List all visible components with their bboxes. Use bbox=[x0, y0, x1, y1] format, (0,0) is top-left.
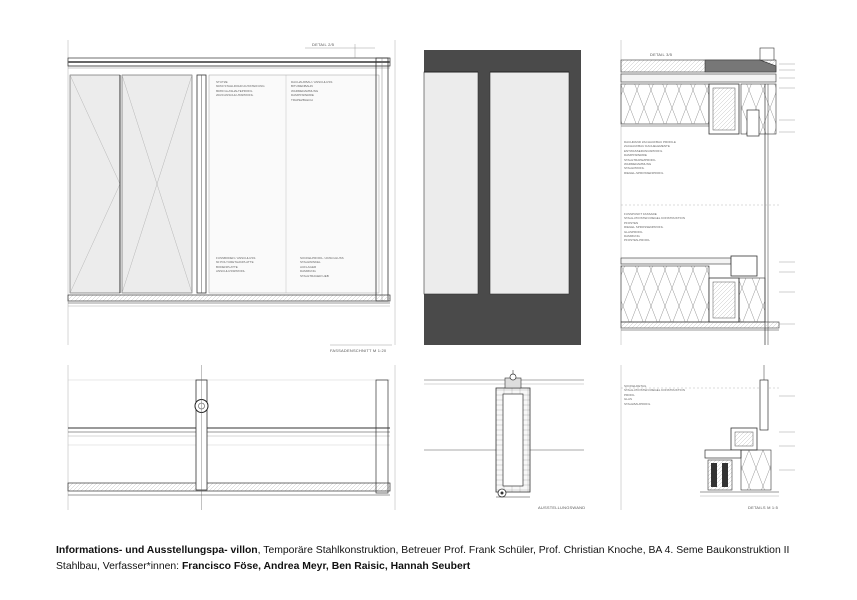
note-line: DAMMUNG bbox=[300, 269, 316, 274]
note-line: PFOSTEN-PROFIL bbox=[624, 238, 651, 243]
note-line: DAMPFSPERRE bbox=[624, 153, 647, 158]
note-line: SOCKELDETAIL bbox=[624, 384, 647, 388]
concrete-wall-view bbox=[424, 50, 581, 345]
note-line: GLAS bbox=[624, 397, 633, 402]
note-detail-base bbox=[624, 384, 685, 406]
note-detail-roof bbox=[624, 140, 676, 175]
note-line: BITUMENBAHN bbox=[291, 84, 313, 89]
note-line: 60 POLYURETHANPLATTE bbox=[216, 260, 254, 265]
note-line: 60/60 STAHLROHR AUSSTEIFUNG bbox=[216, 84, 265, 89]
note-line: STAHLTRAPEZPROFIL bbox=[624, 157, 656, 162]
note-line: DAMPFSPERRE bbox=[291, 93, 314, 98]
details-column bbox=[621, 40, 795, 345]
note-line: STAHL-PFOSTEN RIEGEL KONSTRUKTION bbox=[624, 388, 686, 393]
note-roof-top bbox=[291, 80, 332, 102]
note-line: PFOSTEN bbox=[624, 220, 639, 225]
note-line: 20/20 ANSCHLUSSPROFIL bbox=[216, 93, 254, 98]
note-line: BODENPLATTE bbox=[216, 264, 238, 269]
note-line: DACHAUFBAU / ANSCHLUSS bbox=[291, 80, 333, 84]
note-line: WARMEDAMMUNG bbox=[291, 88, 319, 93]
facade-plan-view bbox=[68, 365, 395, 510]
note-line: TRAPEZBLECH bbox=[291, 97, 313, 102]
note-line: ANSCHLUSSPROFIL bbox=[216, 269, 246, 274]
note-line: ZACHAUFBAU DACHELEMENTE bbox=[624, 144, 670, 149]
note-line: RIEGEL-SPROSSENPROFIL bbox=[624, 170, 664, 175]
note-line: RIEGEL SPROSSENPROFIL bbox=[624, 225, 664, 230]
exhibition-wall-label: AUSSTELLUNGSWAND bbox=[538, 505, 586, 510]
note-floor-bottom bbox=[216, 256, 255, 274]
note-line: STAHLTRAGER HEB bbox=[300, 273, 329, 278]
note-detail-wall bbox=[624, 212, 685, 243]
caption-description: , Temporäre Stahlkonstruktion, Betreuer Prof. Frank Schüler, Prof. Christian Knoche, BA 4. Seme Baukonstruktion II Stahlbau, Verfasser*innen: bbox=[56, 545, 790, 572]
exhibition-wall-section bbox=[424, 370, 584, 497]
detail-marker-roof: DETAIL 3/5 bbox=[650, 52, 673, 57]
facade-section-label: FASSADENSCHNITT M 1:20 bbox=[330, 348, 387, 353]
note-column-top bbox=[216, 80, 265, 98]
caption-title: Informations- und Ausstellungspa- villon bbox=[56, 545, 258, 556]
note-line: SOCKELPROFIL / ANSCHLUSS bbox=[300, 256, 344, 260]
note-line: FUSSBODEN / ANSCHLUSS bbox=[216, 256, 256, 260]
note-line: STAHLWINKEL bbox=[300, 260, 321, 265]
note-base-bottom bbox=[300, 256, 344, 278]
note-line: DACHRAND ZACHAUFBAU PROFILE bbox=[624, 140, 676, 144]
note-line: AUFLAGER bbox=[300, 264, 317, 269]
note-line: STAHLBAUPROFIL bbox=[624, 401, 651, 406]
note-line: STAHL-PFOSTEN RIEGEL KONSTRUKTION bbox=[624, 216, 686, 221]
note-line: ENTWASSERUNGSPROFIL bbox=[624, 148, 663, 153]
details-label: DETAILS M 1:5 bbox=[748, 505, 779, 510]
note-line: STUTZE bbox=[216, 80, 228, 84]
note-line: FUSSPUNKT FASSADE bbox=[624, 212, 657, 216]
note-line: WARMEDAMMUNG bbox=[624, 162, 652, 167]
note-line: 80/80 GLASHALTEPROFIL bbox=[216, 88, 253, 93]
note-line: GLASPROFIL bbox=[624, 229, 643, 234]
caption-authors: Francisco Föse, Andrea Meyr, Ben Raisic, Hannah Seubert bbox=[181, 561, 471, 572]
detail-marker-top: DETAIL 2/5 bbox=[312, 42, 335, 47]
project-caption bbox=[56, 543, 816, 575]
note-line: DAMMUNG bbox=[624, 234, 640, 239]
note-line: PROFIL bbox=[624, 392, 635, 397]
note-line: STAHLPROFIL bbox=[624, 166, 645, 171]
